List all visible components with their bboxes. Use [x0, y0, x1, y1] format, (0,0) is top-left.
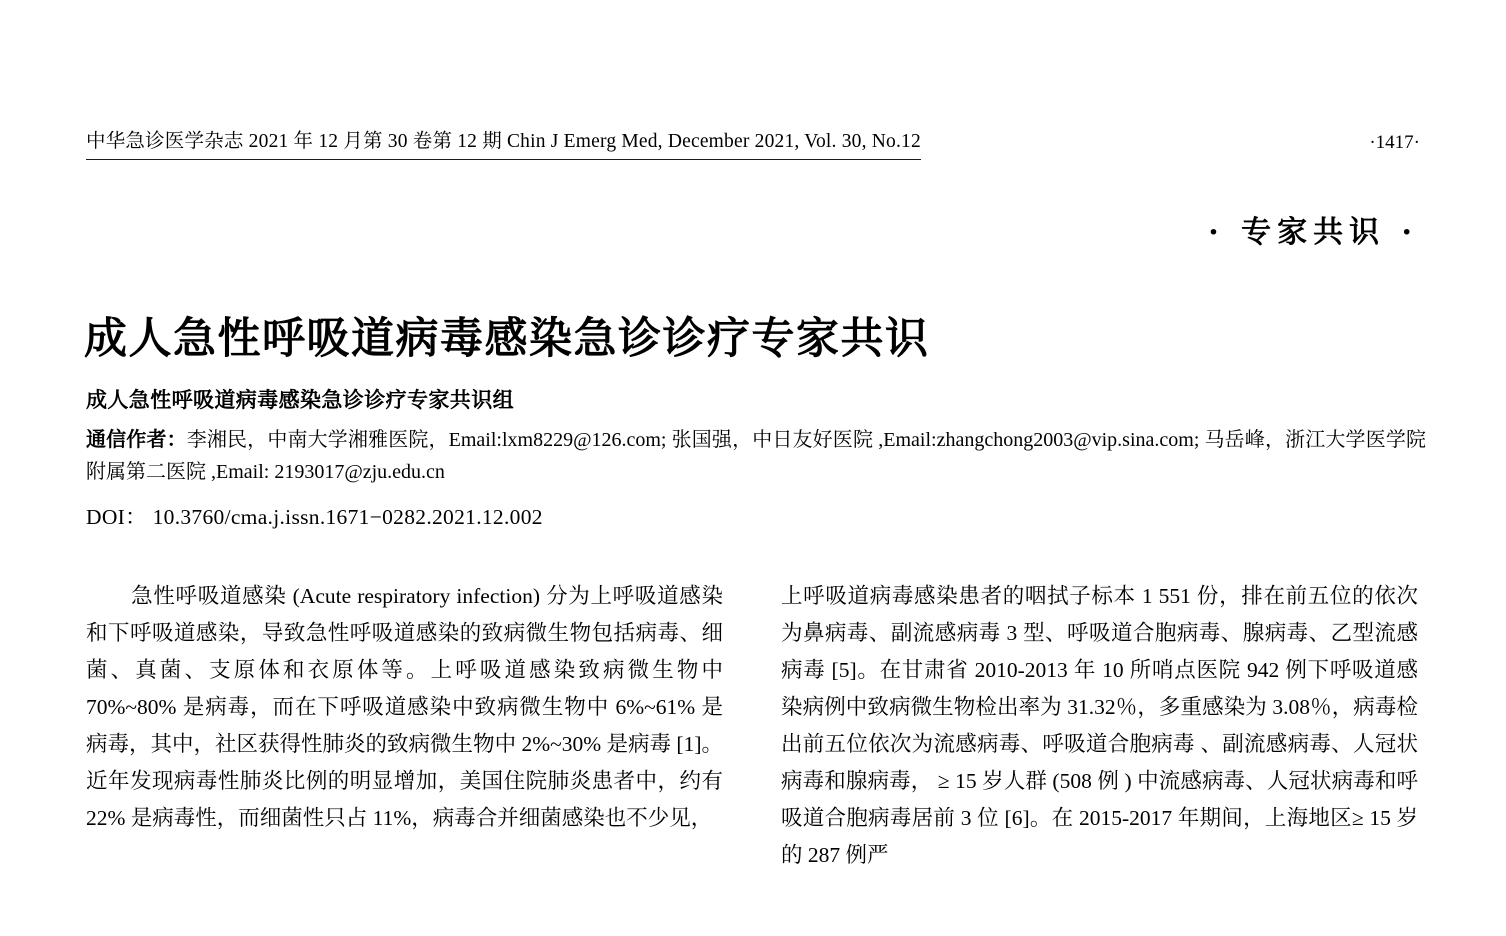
- doi-line: DOI： 10.3760/cma.j.issn.1671−0282.2021.12.002: [86, 505, 543, 530]
- author-group-name: 成人急性呼吸道病毒感染急诊诊疗专家共识组: [86, 388, 514, 412]
- body-columns: [86, 578, 1418, 874]
- corresponding-author-text: 李湘民，中南大学湘雅医院，Email:lxm8229@126.com; 张国强，中日友好医院 ,Email:zhangchong2003@vip.sina.com; 马岳峰，浙江大学医学院附属第二医院 ,Email: 2193017@zju.edu.cn: [86, 428, 1426, 483]
- paragraph: 上呼吸道病毒感染患者的咽拭子标本 1 551 份，排在前五位的依次为鼻病毒、副流感病毒 3 型、呼吸道合胞病毒、腺病毒、乙型流感病毒 [5]。在甘肃省 2010-2013 年 10 所哨点医院 942 例下呼吸道感染病例中致病微生物检出率为 31.32％，多重感染为 3.08％，病毒检出前五位依次为流感病毒、呼吸道合胞病毒 、副流感病毒、人冠状病毒和腺病毒， ≥ 15 岁人群 (508 例 ) 中流感病毒、人冠状病毒和呼吸道合胞病毒居前 3 位 [6]。在 2015-2017 年期间，上海地区≥ 15 岁的 287 例严: [781, 584, 1418, 867]
- body-column-right: [781, 578, 1418, 874]
- authorship-block: [86, 385, 1426, 531]
- article-category: · 专家共识 ·: [1208, 215, 1418, 250]
- corresponding-author-line: [86, 424, 1426, 489]
- running-head-text: 中华急诊医学杂志 2021 年 12 月第 30 卷第 12 期 Chin J Emerg Med, December 2021, Vol. 30, No.12: [86, 130, 921, 160]
- corresponding-author-label: 通信作者：: [86, 428, 187, 451]
- body-column-left: [86, 578, 723, 874]
- page-number: ·1417·: [1369, 132, 1420, 153]
- paragraph: 急性呼吸道感染 (Acute respiratory infection) 分为上呼吸道感染和下呼吸道感染，导致急性呼吸道感染的致病微生物包括病毒、细菌、真菌、支原体和衣原体等。上呼吸道感染致病微生物中 70%~80% 是病毒，而在下呼吸道感染中致病微生物中 6%~61% 是病毒，其中，社区获得性肺炎的致病微生物中 2%~30% 是病毒 [1]。近年发现病毒性肺炎比例的明显增加，美国住院肺炎患者中，约有 22% 是病毒性，而细菌性只占 11%，病毒合并细菌感染也不少见，: [86, 584, 723, 830]
- page-title: 成人急性呼吸道病毒感染急诊诊疗专家共识: [84, 313, 930, 364]
- running-head: [86, 130, 1420, 164]
